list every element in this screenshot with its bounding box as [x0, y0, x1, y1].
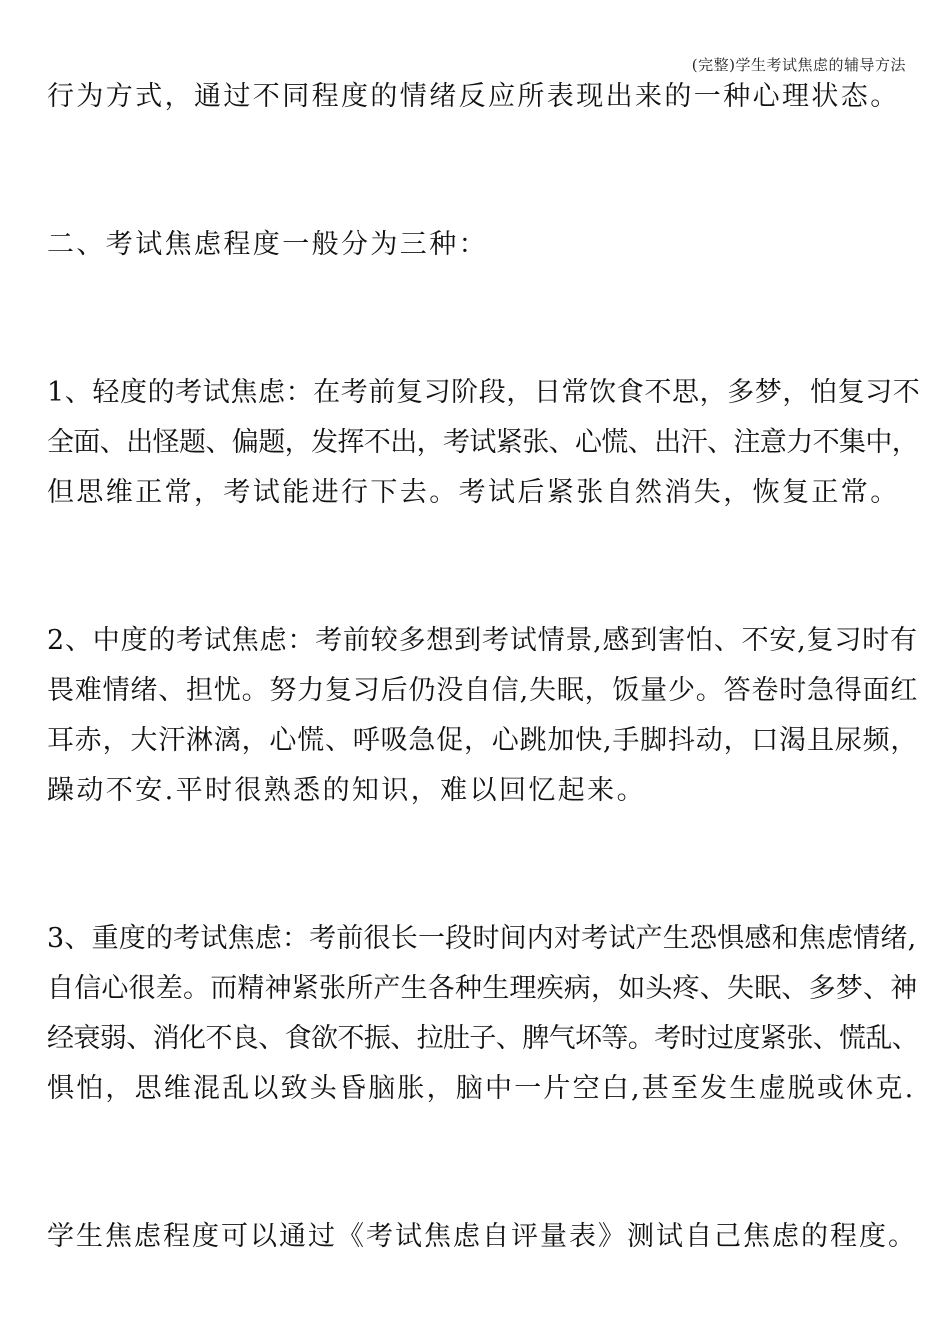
paragraph-line: 畏难情绪、担忧。努力复习后仍没自信,失眠，饭量少。答卷时急得面红: [47, 675, 919, 706]
closing-line: 学生焦虑程度可以通过《考试焦虑自评量表》测试自己焦虑的程度。: [47, 1221, 917, 1252]
paragraph-line: 但思维正常，考试能进行下去。考试后紧张自然消失，恢复正常。: [47, 477, 900, 508]
paragraph-line: 惧怕，思维混乱以致头昏脑胀，脑中一片空白,甚至发生虚脱或休克.: [47, 1073, 916, 1104]
paragraph-line: 经衰弱、消化不良、食欲不振、拉肚子、脾气坏等。考时过度紧张、慌乱、: [47, 1023, 919, 1054]
paragraph-line: 全面、出怪题、偏题，发挥不出，考试紧张、心慌、出汗、注意力不集中，: [47, 427, 919, 458]
paragraph-line: 3、重度的考试焦虑：考前很长一段时间内对考试产生恐惧感和焦虑情绪,: [47, 923, 917, 954]
paragraph-line: 1、轻度的考试焦虑：在考前复习阶段，日常饮食不思，多梦，怕复习不: [47, 377, 921, 408]
document-header-title: (完整)学生考试焦虑的辅导方法: [691, 56, 906, 74]
paragraph-line: 自信心很差。而精神紧张所产生各种生理疾病，如头疼、失眠、多梦、神: [47, 973, 918, 1004]
paragraph-line: 耳赤，大汗淋漓，心慌、呼吸急促，心跳加快,手脚抖动，口渴且尿频，: [47, 725, 919, 756]
paragraph-line: 躁动不安.平时很熟悉的知识，难以回忆起来。: [47, 775, 646, 806]
intro-line: 行为方式，通过不同程度的情绪反应所表现出来的一种心理状态。: [47, 81, 900, 112]
section-heading: 二、考试焦虑程度一般分为三种：: [47, 229, 488, 260]
paragraph-line: 2、中度的考试焦虑：考前较多想到考试情景,感到害怕、不安,复习时有: [47, 625, 918, 656]
